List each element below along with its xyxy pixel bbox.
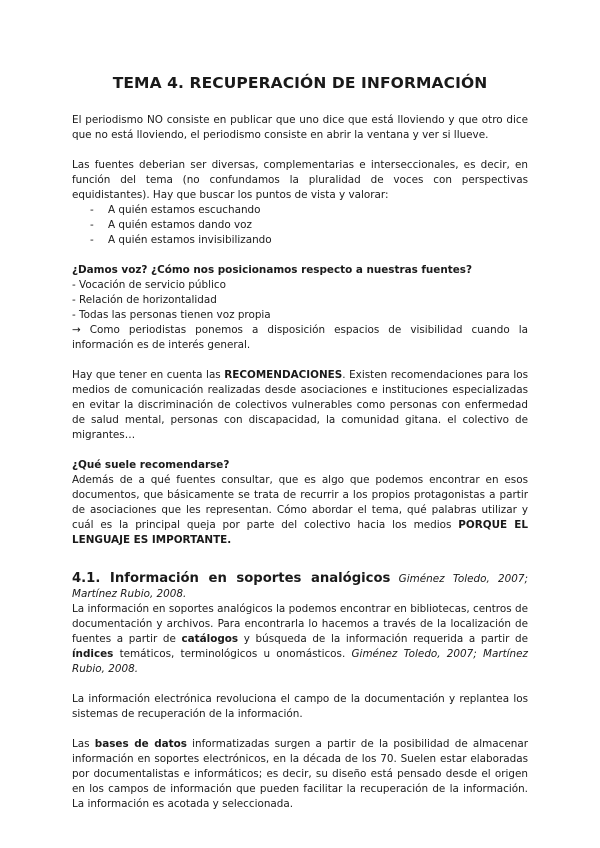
language-emphasis: PORQUE EL LENGUAJE ES IMPORTANTE.	[72, 519, 528, 546]
list-item: - A quién estamos escuchando	[90, 203, 528, 218]
section-title: 4.1. Información en soportes analógicos	[72, 571, 391, 586]
section-heading	[72, 571, 528, 602]
question-heading-voice: ¿Damos voz? ¿Cómo nos posicionamos respecto a nuestras fuentes?	[72, 264, 472, 276]
databases-paragraph: Las bases de datos informatizadas surgen a partir de la posibilidad de almacenar información en soportes electrónicos, en la década de los 70. Suelen estar elaboradas por documentalistas e informáticos; es decir, su diseño está pensado desde el origen en los campos de información que pueden facilitar la recuperación de la información. La información es acotada y seleccionada.	[72, 738, 528, 810]
list-item: - A quién estamos dando voz	[90, 218, 528, 233]
analog-paragraph: La información en soportes analógicos la podemos encontrar en bibliotecas, centros de documentación y archivos. Para encontrarla lo hacemos a través de la localización de fuentes a partir de catálogos y búsqueda de la información requerida a partir de índices temáticos, terminológicos u onomásticos. Giménez Toledo, 2007; Martínez Rubio, 2008.	[72, 603, 528, 675]
intro-paragraph: El periodismo NO consiste en publicar que uno dice que está lloviendo y que otro dice que no está lloviendo, el periodismo consiste en abrir la ventana y ver si llueve.	[72, 114, 528, 141]
databases-emphasis: bases de datos	[94, 738, 187, 750]
page-title: TEMA 4. RECUPERACIÓN DE INFORMACIÓN	[112, 74, 488, 92]
sources-list	[72, 203, 528, 248]
recommendations-emphasis: RECOMENDACIONES	[224, 369, 343, 381]
recommendations-paragraph: Hay que tener en cuenta las RECOMENDACIONES. Existen recomendaciones para los medios de comunicación realizadas desde asociaciones e instituciones especializadas en evitar la discriminación de colectivos vulnerables como personas con enfermedad de salud mental, personas con discapacidad, la comunidad gitana. el colectivo de migrantes…	[72, 369, 528, 441]
list-item: - A quién estamos invisibilizando	[90, 233, 528, 248]
list-item: - Todas las personas tienen voz propia	[72, 309, 271, 321]
section-citation: Giménez Toledo, 2007; Martínez Rubio, 2008.	[72, 573, 528, 600]
visibility-paragraph: → Como periodistas ponemos a disposición espacios de visibilidad cuando la información es de interés general.	[72, 324, 528, 351]
list-item: - Vocación de servicio público	[72, 279, 226, 291]
document-page	[72, 74, 528, 812]
list-item: - Relación de horizontalidad	[72, 294, 217, 306]
electronic-paragraph: La información electrónica revoluciona el campo de la documentación y replantea los sistemas de recuperación de la información.	[72, 693, 528, 720]
sources-paragraph: Las fuentes deberian ser diversas, complementarias e interseccionales, es decir, en función del tema (no confundamos la pluralidad de voces con perspectivas equidistantes). Hay que buscar los puntos de vista y valorar:	[72, 159, 528, 201]
recommend-paragraph: Además de a qué fuentes consultar, que es algo que podemos encontrar en esos documentos, que básicamente se trata de recurrir a los propios protagonistas a partir de asociaciones que les representan. Cómo abordar el tema, qué palabras utilizar y cuál es la principal queja por parte del colectivo hacia los medios PORQUE EL LENGUAJE ES IMPORTANTE.	[72, 474, 528, 546]
question-heading-recommend: ¿Qué suele recomendarse?	[72, 459, 230, 471]
